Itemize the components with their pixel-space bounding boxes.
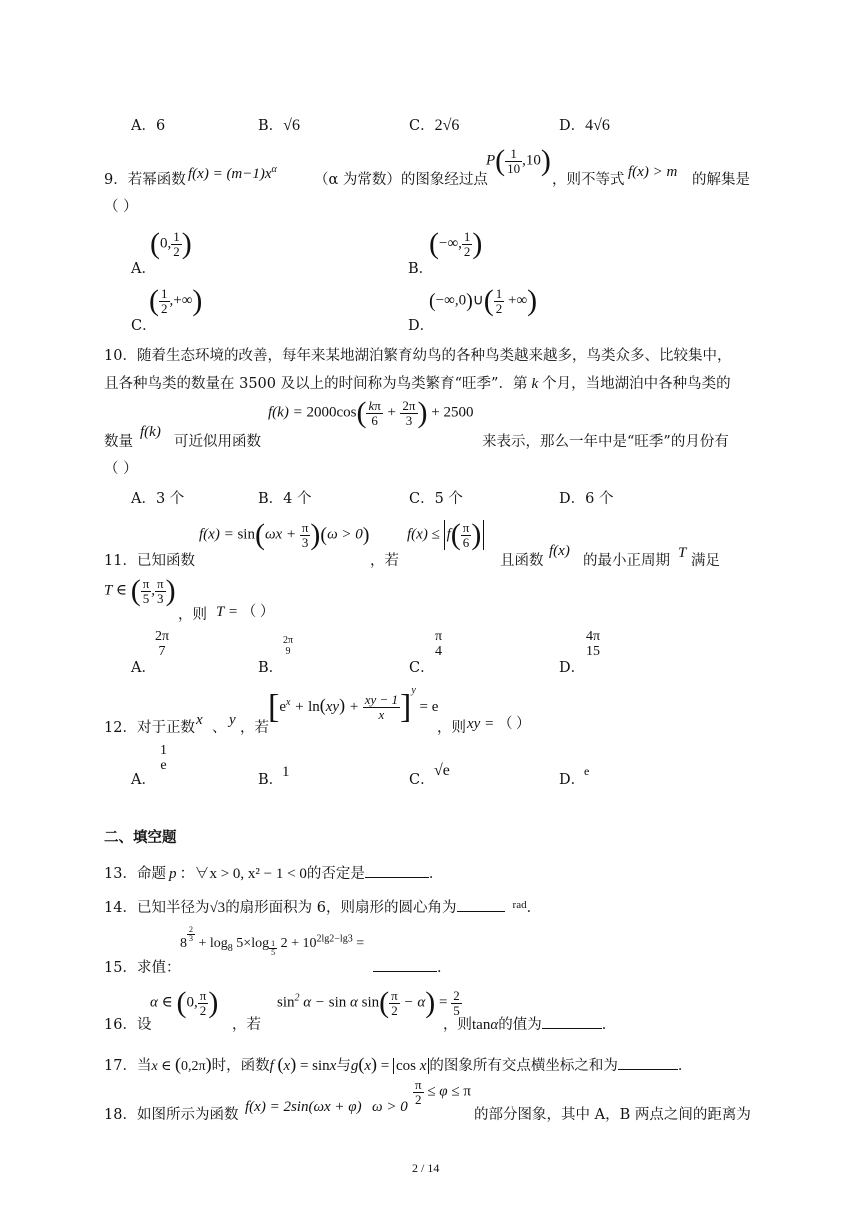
- q8-option-c: C．2√6: [409, 117, 460, 134]
- q14: 14．已知半径为√3的扇形面积为 6，则扇形的圆心角为 $^{rad}$．: [104, 899, 542, 916]
- q11-option-b-label: B．: [258, 660, 284, 676]
- q10-option-d: D．6 个: [559, 491, 614, 507]
- q11-option-d-label: D．: [559, 660, 586, 676]
- q11-number: 11．已知函数: [104, 553, 195, 569]
- q9-inequality: f(x) > m: [628, 164, 678, 180]
- q12-y: y: [229, 712, 236, 728]
- q12-comma: ，若: [240, 720, 269, 736]
- q12-option-d-label: D．: [559, 772, 586, 788]
- q15-expression: 8 $^{\frac{2}{3}}$ + $\log_8 5\times\log$ $_{\frac{1}{5}}$ $2 + 10^{2lg2-lg3}$ =: [180, 925, 365, 958]
- q12-option-b-label: B．: [258, 772, 284, 788]
- q12-number: 12．对于正数: [104, 720, 195, 736]
- q18-phi: $\frac{\pi}{2}$ ≤ φ ≤ π: [415, 1077, 471, 1107]
- q10-line3b: 可近似用函数: [174, 434, 261, 450]
- q9-function: $f(x) = (m-1)x^\alpha$: [188, 164, 277, 182]
- q16-text2: ，则tanα的值为 ．: [443, 1017, 617, 1033]
- q12-option-a-value: 1 e: [160, 743, 167, 773]
- q18-function: f(x) = 2sin(ωx + φ): [245, 1099, 362, 1115]
- q8-option-b: B．√6: [258, 117, 300, 134]
- q10-formula: f(k) = 2000cos( $\frac{k\pi}{6}$ + $\frac{2\pi}{3}$ ) + 2500: [268, 396, 474, 429]
- q10-paren: （ ）: [104, 461, 138, 477]
- q11-option-c-label: C．: [409, 660, 435, 676]
- section-heading-fill-in: 二、填空题: [104, 829, 177, 846]
- q11-fx: f(x): [549, 543, 570, 559]
- q9-option-c-value: ( $\frac{1}{2}$ ,+∞): [149, 284, 203, 317]
- q9-option-a-value: (0, $\frac{1}{2}$ ): [150, 227, 192, 260]
- q15-answer: ．: [373, 956, 452, 977]
- q12-x: x: [196, 712, 203, 728]
- q11-option-a-value: 2π 7: [155, 629, 170, 659]
- q11-text3: 的最小正周期: [583, 553, 670, 569]
- q9-number: 9．若幂函数: [104, 172, 186, 188]
- q8-option-a: A．6: [131, 118, 166, 134]
- q9-tail1: ，则不等式: [552, 172, 625, 188]
- q12-then: ，则: [437, 720, 466, 736]
- q10-line2: 且各种鸟类的数量在 3500 及以上的时间称为鸟类繁育“旺季”．第 k 个月，当地湖泊中各种鸟类的: [104, 376, 731, 392]
- q11-option-c-value: π 4: [435, 629, 443, 659]
- q11-option-b-value: 2π 9: [283, 635, 294, 657]
- q9-option-d-label: D．: [408, 318, 435, 334]
- q10-line1: 10．随着生态环境的改善，每年来某地湖泊繁育幼鸟的各种鸟类越来越多，鸟类众多、比较集中，: [104, 348, 732, 364]
- q11-option-a-label: A．: [131, 660, 156, 676]
- q9-option-b-label: B．: [408, 261, 434, 277]
- q18-text: 的部分图象，其中 A，B 两点之间的距离为: [474, 1107, 751, 1123]
- q13: 13．命题 p ：∀x > 0, x² − 1 < 0的否定是 ．: [104, 866, 444, 882]
- q9-note: （α 为常数）的图象经过点: [314, 172, 488, 188]
- q11-range: T ∈ ( $\frac{\pi}{5}$ , $\frac{\pi}{3}$ ): [104, 574, 176, 607]
- q8-option-d: D．4√6: [559, 117, 610, 134]
- q10-line3a: 数量: [104, 434, 133, 450]
- q11-function: f(x) = sin(ωx + $\frac{\pi}{3}$ )(ω > 0): [199, 518, 370, 551]
- q12-option-d-value: e: [584, 764, 590, 778]
- q9-tail2: 的解集是: [692, 172, 750, 188]
- q9-point: P( $\frac{1}{10}$ ,10): [486, 144, 551, 177]
- q12-option-c-label: C．: [409, 772, 435, 788]
- q11-text4: 满足: [691, 553, 720, 569]
- q12-option-a-label: A．: [131, 772, 156, 788]
- q11-condition: f(x) ≤ f( $\frac{\pi}{6}$ ): [407, 520, 484, 550]
- q17: 17．当x ∈ (0,2π)时，函数f (x) = sinx与g(x) = cos x 的图象所有交点横坐标之和为 ．: [104, 1054, 693, 1074]
- q16-label: 16．设: [104, 1017, 152, 1033]
- q11-then: ，则: [178, 607, 207, 623]
- q12-option-b-value: 1: [282, 764, 290, 780]
- q12-equation: [$e^x + \ln(xy)$ + $\frac{xy - 1}{x}$ ]$^y$ = e: [268, 685, 439, 726]
- q11-ask: T = （ ）: [216, 604, 275, 620]
- q10-option-b: B．4 个: [258, 491, 312, 507]
- q15-label: 15．求值：: [104, 960, 181, 976]
- q10-option-c: C．5 个: [409, 491, 463, 507]
- q16-equation: $\sin^2 \alpha - \sin \alpha$ sin( $\frac{\pi}{2}$ − α) = $\frac{2}{5}$: [277, 986, 460, 1019]
- q11-T: T: [678, 545, 687, 561]
- q9-option-d-value: (−∞,0)∪( $\frac{1}{2}$ +∞): [429, 284, 538, 317]
- q16-condition: α ∈ (0, $\frac{\pi}{2}$ ): [150, 986, 219, 1019]
- q12-dun: 、: [212, 720, 227, 736]
- q10-option-a: A．3 个: [131, 491, 185, 507]
- q18-label: 18．如图所示为函数: [104, 1107, 239, 1123]
- page-number: 2 / 14: [412, 1161, 440, 1175]
- q9-option-b-value: (−∞, $\frac{1}{2}$ ): [429, 227, 483, 260]
- q9-option-c-label: C．: [131, 318, 157, 334]
- q11-option-d-value: 4π 15: [586, 629, 601, 659]
- q12-option-c-value: √e: [434, 762, 450, 779]
- q9-paren: （ ）: [104, 199, 138, 215]
- q11-text2: 且函数: [500, 553, 544, 569]
- q18-omega: ω > 0: [372, 1099, 408, 1115]
- q12-ask: xy = （ ）: [467, 716, 531, 732]
- q10-fk: f(k): [140, 424, 161, 440]
- q11-comma: ，若: [370, 553, 399, 569]
- q16-text: ，若: [232, 1017, 261, 1033]
- q9-option-a-label: A．: [131, 261, 156, 277]
- q10-line3c: 来表示，那么一年中是“旺季”的月份有: [482, 434, 729, 450]
